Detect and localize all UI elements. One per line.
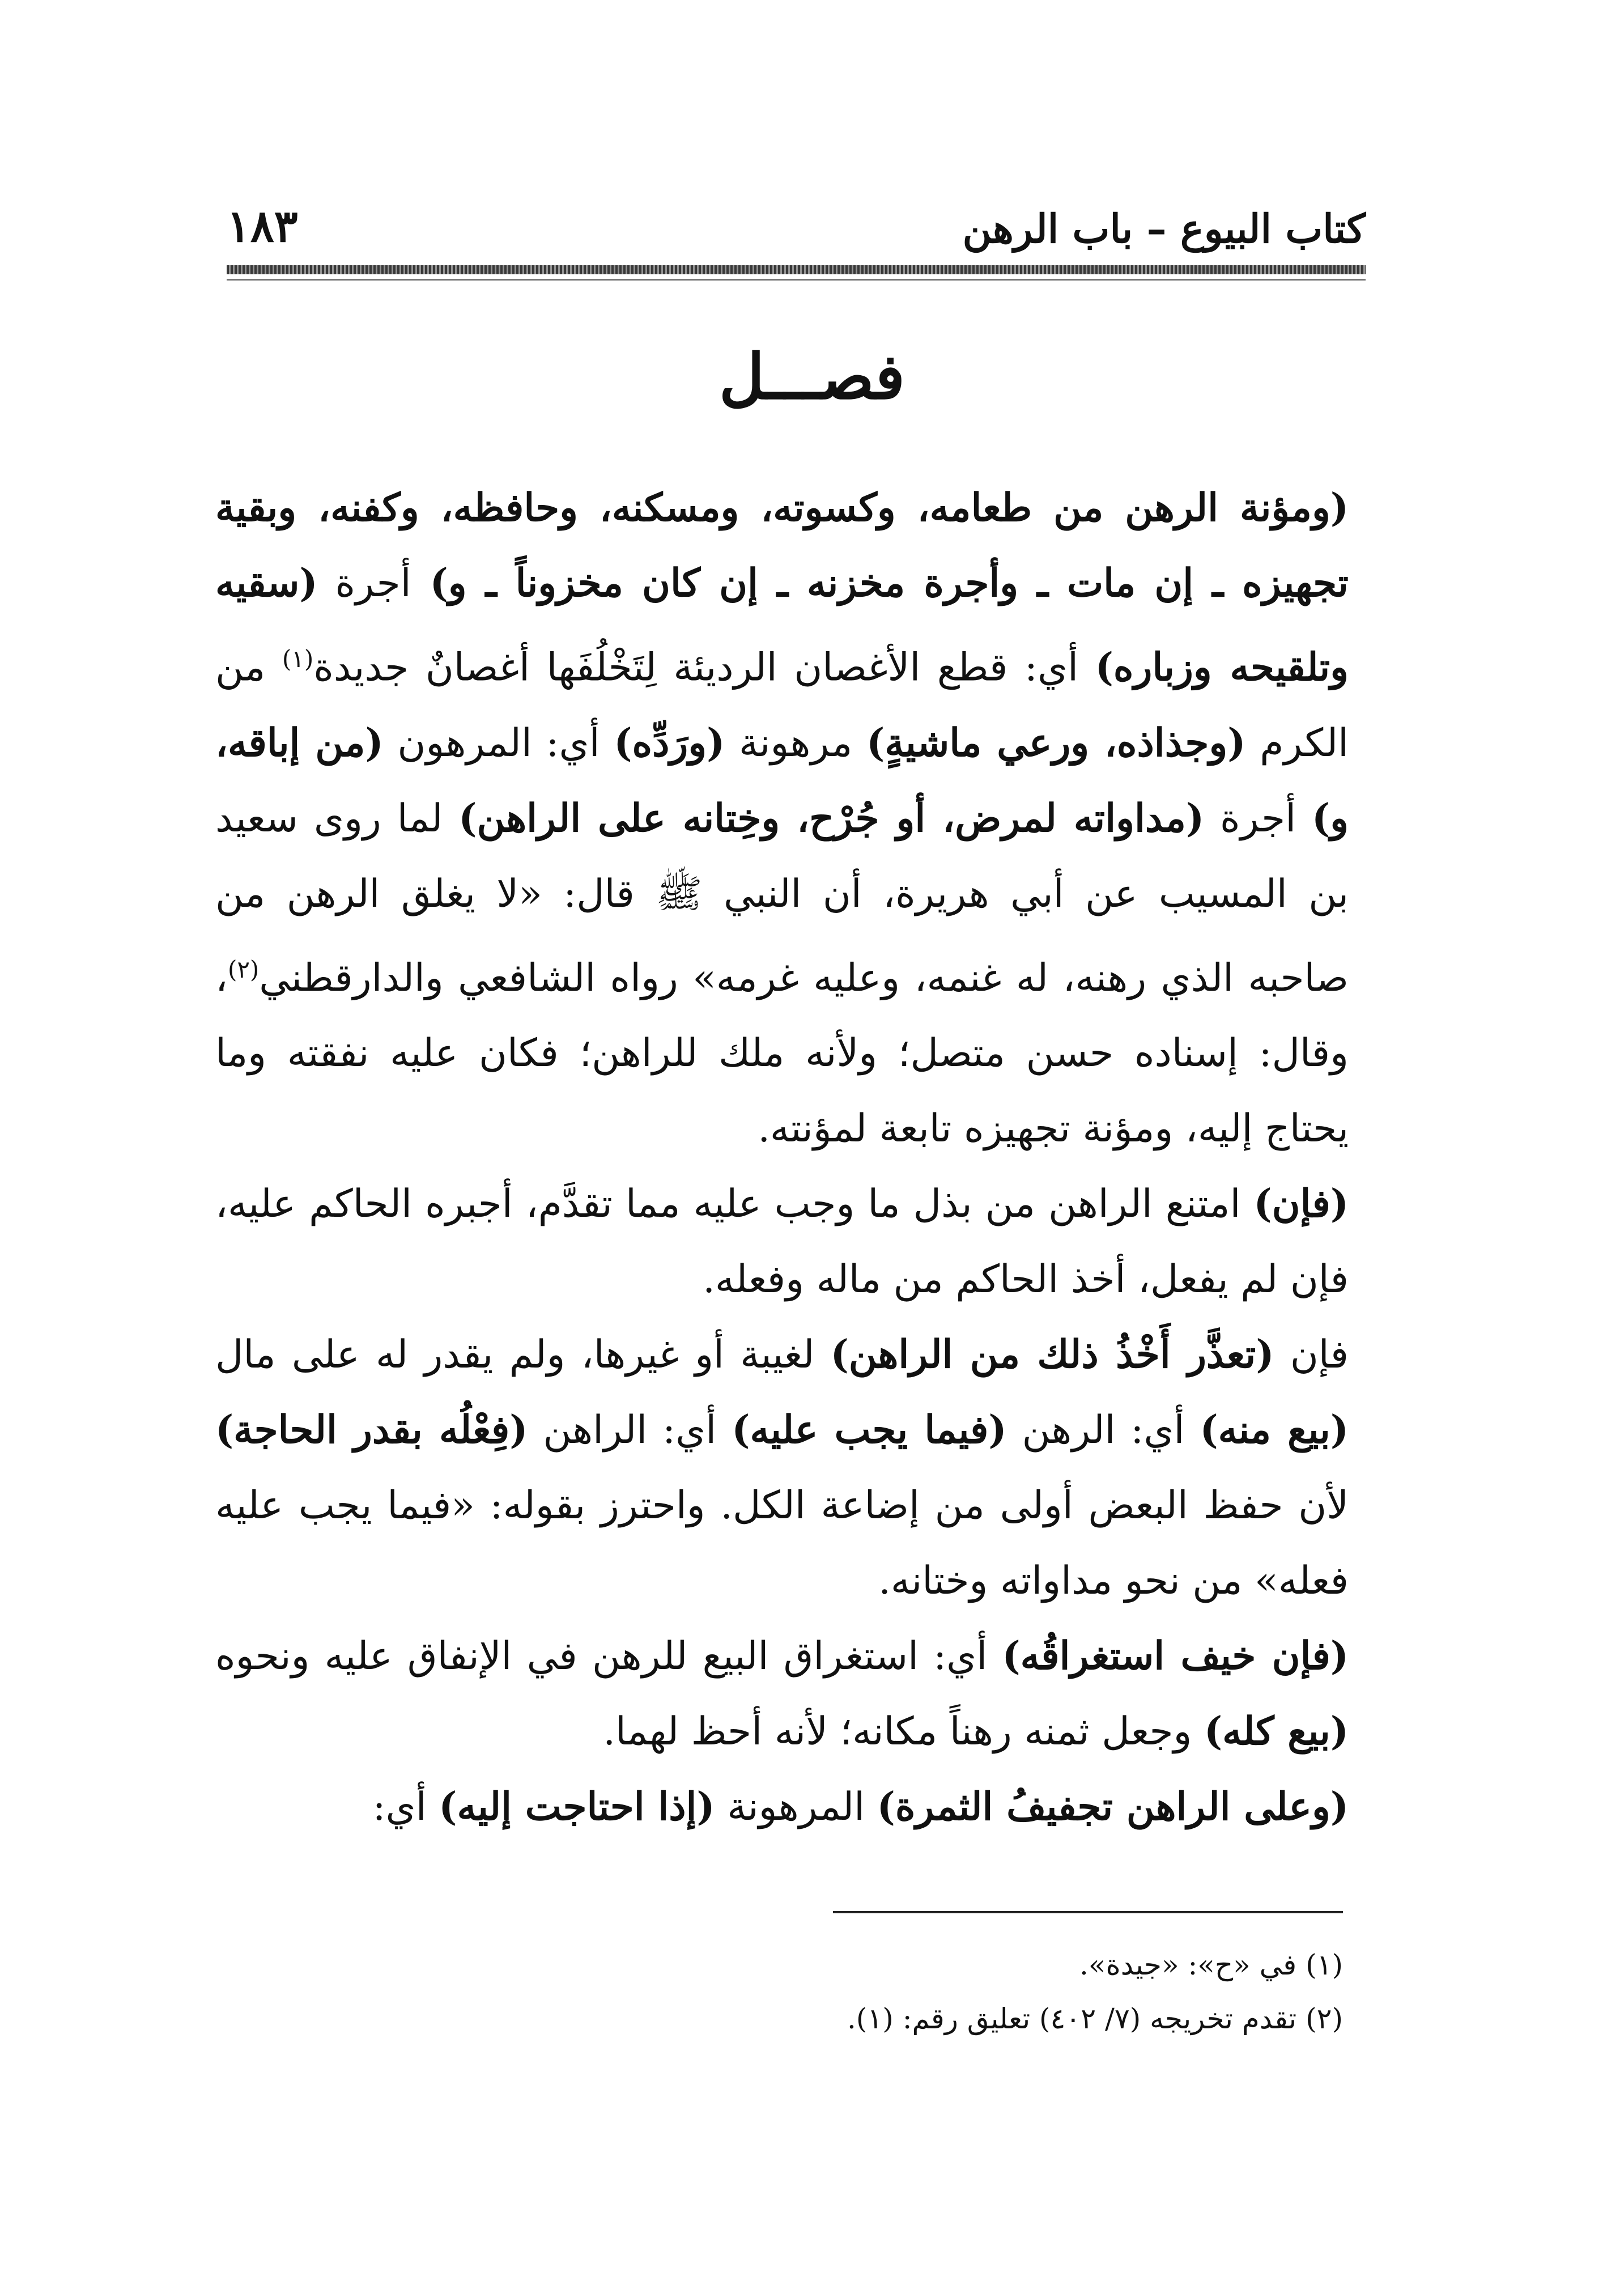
matn-text: (فيما يجب عليه) — [732, 1407, 1007, 1453]
matn-text: (ومؤنة الرهن من طعامه، وكسوته، ومسكنه، وحافظه، وكفنه، وبقية تجهيزه ـ إن مات ـ وأجرة مخزنه ـ إن كان مخزوناً ـ و) — [215, 485, 1349, 606]
footnote: (١) في «ح»: «جيدة». — [1079, 1948, 1343, 1981]
matn-text: (فِعْلُه بقدر الحاجة) — [215, 1407, 528, 1453]
header-title: كتاب البيوع – باب الرهن — [962, 205, 1366, 252]
matn-text: (فإن) — [1253, 1181, 1349, 1227]
paragraph — [215, 1619, 1349, 1769]
commentary-text: فإن — [1274, 1332, 1349, 1378]
commentary-text: لغيبة أو غيرها، ولم يقدر له على مال — [215, 1332, 831, 1378]
matn-text: (بيع منه) — [1200, 1407, 1349, 1453]
page-number: ١٨٣ — [227, 201, 298, 252]
commentary-text: أي: — [372, 1785, 439, 1830]
commentary-text: المرهونة — [715, 1785, 877, 1830]
commentary-text: لأن حفظ البعض أولى من إضاعة الكل. واحترز بقوله: «فيما يجب عليه فعله» من نحو مداواته وختانه. — [215, 1483, 1349, 1604]
matn-text: (ورَدِّه) — [614, 720, 725, 766]
matn-text: (وجذاذه، ورعي ماشيةٍ) — [866, 720, 1246, 766]
paragraph — [215, 1166, 1349, 1317]
paragraph — [215, 1317, 1349, 1619]
paragraph — [215, 1769, 1349, 1845]
section-heading: فصـــل — [719, 340, 905, 413]
commentary-text: مرهونة — [725, 720, 867, 766]
matn-text: (تعذَّر أَخْذُ ذلك من الراهن) — [830, 1332, 1274, 1378]
matn-text: (فإن خيف استغراقُه) — [1002, 1633, 1349, 1679]
commentary-text: ، وقال: إسناده حسن متصل؛ ولأنه ملك للراهن؛ فكان عليه نفقته وما يحتاج إليه، ومؤنة تجهيزه تابعة لمؤنته. — [215, 956, 1349, 1152]
matn-text: (سقيه وتلقيحه وزباره) — [215, 560, 1349, 690]
body-text — [215, 470, 1349, 1845]
matn-text: (مداواته لمرض، أو جُرْح، وخِتانه على الراهن) — [458, 795, 1205, 841]
commentary-text: لما روى سعيد بن المسيب عن أبي هريرة، أن النبي ﷺ قال: «لا يغلق الرهن من صاحبه الذي رهنه، له غنمه، وعليه غرمه» رواه الشافعي والدارقطني — [215, 796, 1349, 1001]
paragraph — [215, 470, 1349, 1166]
footnote: (٢) تقدم تخريجه (٧/ ٤٠٢) تعليق رقم: (١). — [847, 2002, 1343, 2035]
commentary-text: أي: المرهون — [383, 720, 614, 766]
commentary-text: امتنع الراهن من بذل ما وجب عليه مما تقدَّم، أجبره الحاكم عليه، فإن لم يفعل، أخذ الحاكم من ماله وفعله. — [215, 1182, 1349, 1302]
header-rule-thin — [227, 279, 1366, 281]
footnote-marker: (٢) — [227, 955, 260, 983]
matn-text: (بيع كله) — [1204, 1709, 1349, 1755]
matn-text: (وعلى الراهن تجفيفُ الثمرة) — [877, 1784, 1349, 1830]
commentary-text: أجرة — [317, 561, 411, 606]
header-rule — [227, 265, 1366, 274]
matn-text: (إذا احتاجت إليه) — [439, 1784, 715, 1830]
commentary-text: أي: الراهن — [528, 1408, 732, 1453]
commentary-text: أي: الرهن — [1006, 1408, 1200, 1453]
commentary-text: من الكرم — [215, 645, 1349, 766]
commentary-text: أي: قطع الأغصان الرديئة لِتَخْلُفَها أغصانٌ جديدة — [313, 645, 1095, 690]
commentary-text: أجرة — [1204, 796, 1312, 841]
commentary-text: وجعل ثمنه رهناً مكانه؛ لأنه أحظ لهما. — [603, 1709, 1204, 1755]
footnotes — [510, 1938, 1343, 2046]
footnote-rule — [833, 1911, 1343, 1913]
commentary-text: أي: استغراق البيع للرهن في الإنفاق عليه ونحوه — [215, 1634, 1002, 1679]
footnote-marker: (١) — [282, 645, 314, 673]
matn-text: (من إباقه، و) — [215, 720, 1349, 841]
running-header — [227, 198, 1366, 261]
